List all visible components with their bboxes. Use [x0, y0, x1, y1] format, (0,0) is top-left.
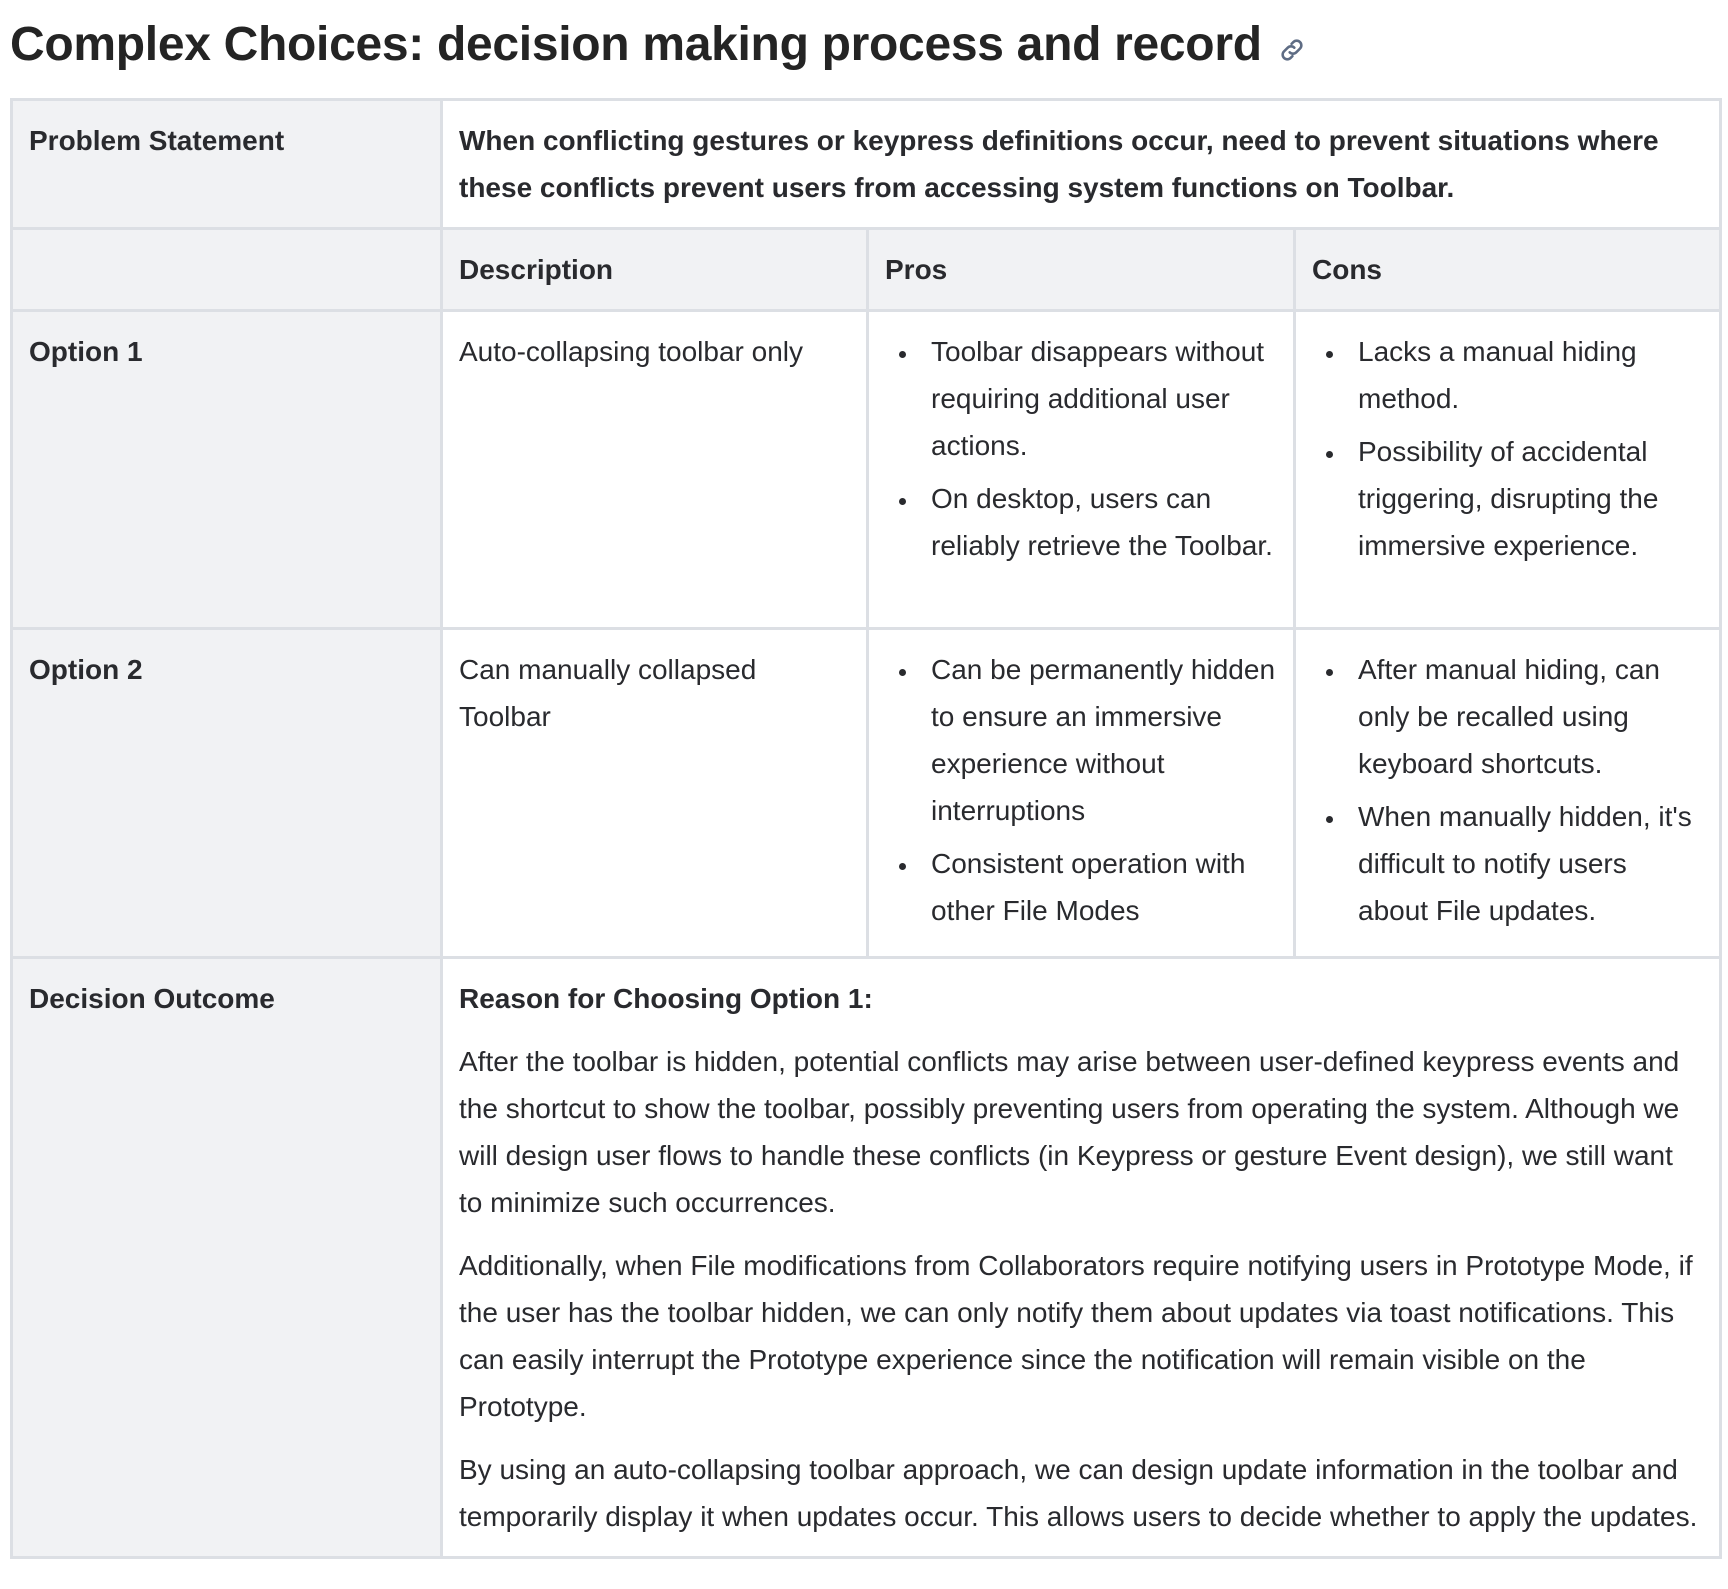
column-header-cons: Cons — [1295, 229, 1721, 311]
page-title: Complex Choices: decision making process and record — [10, 17, 1262, 71]
pros-list — [885, 328, 1277, 569]
option-pros — [868, 311, 1295, 629]
problem-label: Problem Statement — [12, 100, 442, 229]
option-row — [12, 629, 1721, 958]
outcome-paragraph: Additionally, when File modifications from Collaborators require notifying users in Prototype Mode, if the user has the toolbar hidden, we can only notify them about updates via toast notifications. This can easily interrupt the Prototype experience since the notification will remain visible on the Prototype. — [459, 1250, 1693, 1422]
option-cons — [1295, 311, 1721, 629]
column-header-empty — [12, 229, 442, 311]
column-header-pros: Pros — [868, 229, 1295, 311]
pros-list — [885, 646, 1277, 934]
cons-list — [1312, 328, 1703, 569]
pros-item: • Toolbar disappears without requiring additional user actions. — [919, 328, 1277, 469]
outcome-paragraph: After the toolbar is hidden, potential conflicts may arise between user-defined keypress events and the shortcut to show the toolbar, possibly preventing users from operating the system. Although we will design user flows to handle these conflicts (in Keypress or gesture Event design), we still want to minimize such occurrences. — [459, 1046, 1680, 1218]
column-header-row — [12, 229, 1721, 311]
cons-item: • When manually hidden, it's difficult to notify users about File updates. — [1346, 793, 1703, 934]
pros-item: • Can be permanently hidden to ensure an immersive experience without interruptions — [919, 646, 1277, 834]
problem-text: When conflicting gestures or keypress definitions occur, need to prevent situations where these conflicts prevent users from accessing system functions on Toolbar. — [442, 100, 1721, 229]
option-description: Can manually collapsed Toolbar — [442, 629, 868, 958]
option-pros — [868, 629, 1295, 958]
option-label: Option 2 — [12, 629, 442, 958]
pros-item: • Consistent operation with other File Modes — [919, 840, 1277, 934]
outcome-content — [442, 958, 1721, 1558]
decision-table — [10, 98, 1722, 1559]
outcome-title: Reason for Choosing Option 1: — [459, 983, 873, 1014]
cons-item: • Possibility of accidental triggering, disrupting the immersive experience. — [1346, 428, 1703, 569]
outcome-label: Decision Outcome — [12, 958, 442, 1558]
option-description: Auto-collapsing toolbar only — [442, 311, 868, 629]
page — [10, 0, 1718, 1532]
page-heading — [10, 0, 1718, 88]
cons-list — [1312, 646, 1703, 934]
problem-row — [12, 100, 1721, 229]
column-header-description: Description — [442, 229, 868, 311]
option-row — [12, 311, 1721, 629]
option-cons — [1295, 629, 1721, 958]
option-label: Option 1 — [12, 311, 442, 629]
outcome-row — [12, 958, 1721, 1558]
pros-item: • On desktop, users can reliably retrieve the Toolbar. — [919, 475, 1277, 569]
cons-item: • Lacks a manual hiding method. — [1346, 328, 1703, 422]
outcome-paragraph: By using an auto-collapsing toolbar approach, we can design update information in the toolbar and temporarily display it when updates occur. This allows users to decide whether to apply the updates. — [459, 1454, 1698, 1532]
cons-item: • After manual hiding, can only be recalled using keyboard shortcuts. — [1346, 646, 1703, 787]
link-icon[interactable] — [1278, 36, 1306, 64]
